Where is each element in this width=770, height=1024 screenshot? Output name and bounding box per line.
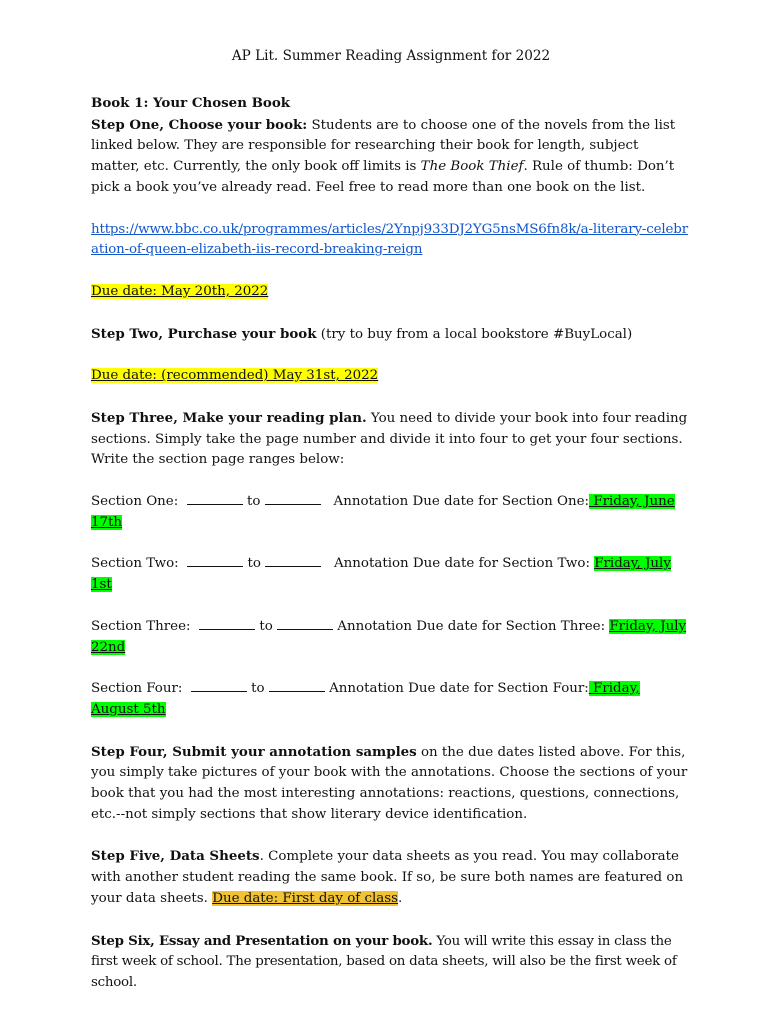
book-list-link-paragraph [91, 220, 691, 262]
section-one-start-blank[interactable] [187, 492, 243, 505]
section-three-start-blank[interactable] [199, 617, 255, 630]
step-five-label: Step Five, Data Sheets [91, 848, 260, 865]
section-four-row [91, 679, 691, 721]
step-five-text: . Complete your data sheets as you read. You may collaborate with another student reading the same book. If so, be sure both names are featured on your data sheets. [91, 849, 684, 907]
book-heading-text: Book 1: Your Chosen Book [91, 94, 291, 111]
section-three-to: to [259, 618, 273, 634]
section-three-due: Friday, July 22nd [91, 618, 687, 655]
step-five-due: Due date: First day of class [212, 891, 399, 907]
section-one-to: to [247, 493, 261, 509]
due-date-one [91, 282, 691, 303]
section-four-name: Section Four: [91, 681, 183, 697]
step-three-text: You need to divide your book into four reading sections. Simply take the page number and divide it into four to get your four sections. Write the section page ranges below: [91, 410, 688, 468]
step-two-text: (try to buy from a local bookstore #BuyLocal) [316, 326, 633, 342]
step-five-end: . [398, 891, 403, 907]
due-date-two-text: Due date: (recommended) May 31st, 2022 [91, 368, 379, 384]
step-six-paragraph [91, 931, 691, 994]
section-one-annotation: Annotation Due date for Section One: [333, 493, 590, 509]
step-six-text: You will write this essay in class the first week of school. The presentation, based on data sheets, will also be the first week of school. [91, 933, 677, 991]
section-two-name: Section Two: [91, 556, 179, 572]
section-two-end-blank[interactable] [265, 554, 321, 567]
section-one-row [91, 492, 691, 534]
step-three-label: Step Three, Make your reading plan. [91, 409, 367, 426]
section-two-start-blank[interactable] [187, 554, 243, 567]
section-four-end-blank[interactable] [269, 679, 325, 692]
due-date-two [91, 366, 691, 387]
book-list-link[interactable]: https://www.bbc.co.uk/programmes/articles/2Ynpj933DJ2YG5nsMS6fn8k/a-literary-celebration-of-queen-elizabeth-iis-record-breaking-reign [91, 221, 688, 258]
section-three-annotation: Annotation Due date for Section Three: [337, 618, 606, 634]
book-heading [91, 93, 691, 115]
step-six-label: Step Six, Essay and Presentation on your book. [91, 932, 433, 949]
step-one-paragraph [91, 115, 691, 199]
section-two-due: Friday, July 1st [91, 556, 671, 593]
document-title: AP Lit. Summer Reading Assignment for 2022 [231, 48, 551, 64]
section-four-due: Friday, August 5th [91, 681, 640, 717]
section-four-annotation: Annotation Due date for Section Four: [329, 681, 589, 697]
step-four-text: on the due dates listed above. For this, you simply take pictures of your book with the annotations. Choose the sections of your book that you had the most interesting annotations: reactions, questions, connections, etc.--not simply sections that show literary device identification. [91, 744, 688, 822]
section-two-annotation: Annotation Due date for Section Two: [333, 556, 590, 572]
section-one-end-blank[interactable] [265, 492, 321, 505]
step-five-paragraph [91, 846, 691, 909]
step-three-paragraph [91, 408, 691, 471]
step-one-text-b: . Rule of thumb: Don’t pick a book you’ve already read. Feel free to read more than one book on the list. [91, 159, 675, 195]
section-three-end-blank[interactable] [277, 617, 333, 630]
step-two-label: Step Two, Purchase your book [91, 325, 317, 342]
section-four-start-blank[interactable] [191, 679, 247, 692]
section-four-to: to [251, 681, 265, 697]
excluded-book-title: The Book Thief [420, 159, 524, 175]
section-one-due: Friday, June 17th [91, 493, 675, 530]
section-two-to: to [247, 556, 261, 572]
document-page [91, 40, 691, 994]
step-one-text-a: Students are to choose one of the novels from the list linked below. They are responsible for researching their book for length, subject matter, etc. Currently, the only book off limits is [91, 117, 676, 175]
step-two-paragraph [91, 324, 691, 346]
section-three-row [91, 617, 691, 659]
due-date-one-text: Due date: May 20th, 2022 [91, 283, 269, 299]
step-four-label: Step Four, Submit your annotation samples [91, 743, 417, 760]
step-four-paragraph [91, 742, 691, 826]
step-one-label: Step One, Choose your book: [91, 116, 308, 133]
section-three-name: Section Three: [91, 618, 191, 634]
section-two-row [91, 554, 691, 596]
section-one-name: Section One: [91, 493, 179, 509]
